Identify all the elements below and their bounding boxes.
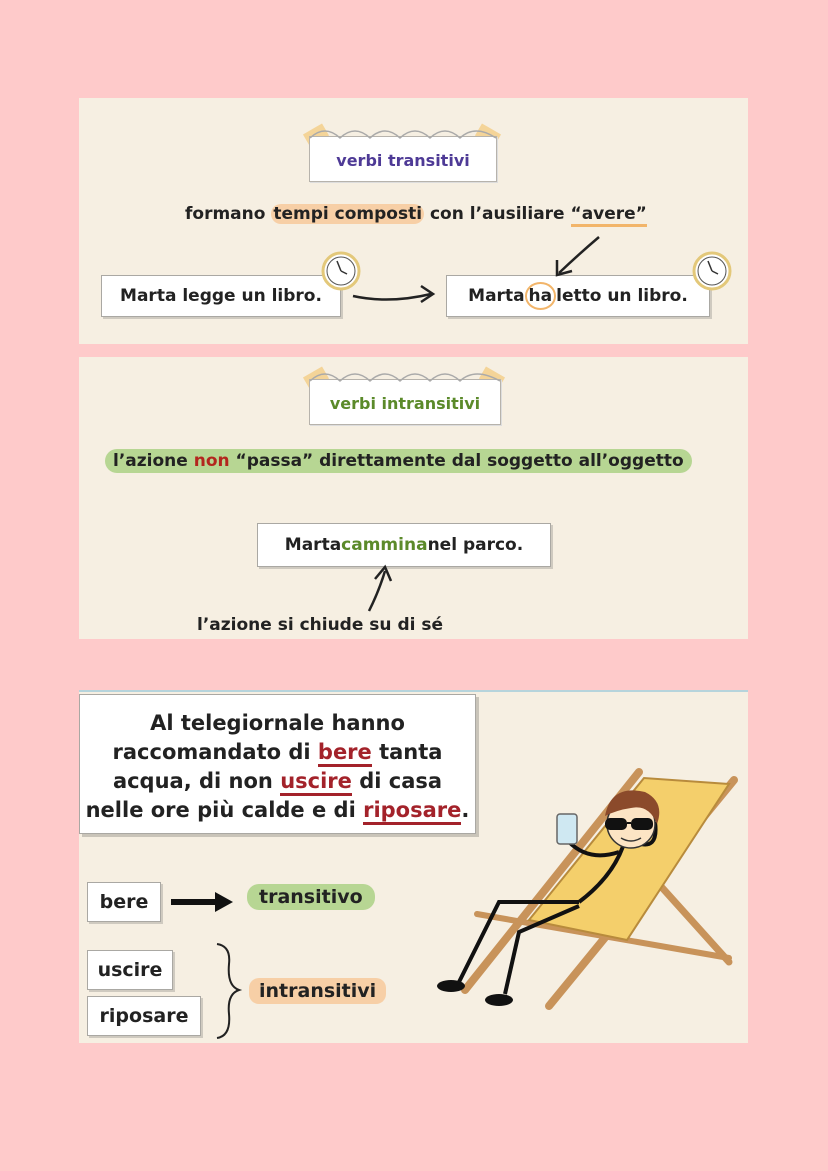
- clock-icon: [323, 253, 359, 289]
- transitive-verbs-panel: [79, 98, 748, 344]
- example-present-box: Marta legge un libro.: [101, 275, 341, 317]
- verb-box: bere: [87, 882, 161, 922]
- deck-chair-man-icon: [437, 772, 734, 1006]
- arrow-icon: [353, 294, 431, 300]
- note-text: l’azione si chiude su di sé: [197, 615, 444, 635]
- example-compound-box: Marta ha letto un libro.: [446, 275, 710, 317]
- rule-text: formano tempi composti con l’ausiliare “avere”: [185, 204, 647, 224]
- section-tag-label: verbi intransitivi: [329, 394, 481, 413]
- section-tag-label: verbi transitivi: [336, 151, 470, 170]
- verb-box: uscire: [87, 950, 173, 990]
- brace-icon: [217, 944, 239, 1038]
- clock-icon: [694, 253, 730, 289]
- transitive-label: transitivo: [247, 884, 375, 910]
- arrows-layer: [79, 357, 748, 639]
- intransitive-label: intransitivi: [249, 978, 386, 1004]
- example-panel: [79, 690, 748, 1043]
- intransitive-verbs-panel: [79, 357, 748, 639]
- verb-box: riposare: [87, 996, 201, 1036]
- arrow-icon: [559, 237, 599, 273]
- example-box: Marta cammina nel parco.: [257, 523, 551, 567]
- rule-text: l’azione non “passa” direttamente dal soggetto all’oggetto: [105, 449, 692, 473]
- arrows-layer: [79, 98, 748, 344]
- drawing-layer: [79, 692, 748, 1043]
- sentence-box: Al telegiornale hanno raccomandato di bere tanta acqua, di non uscire di casa nelle ore più calde e di riposare.: [79, 694, 476, 834]
